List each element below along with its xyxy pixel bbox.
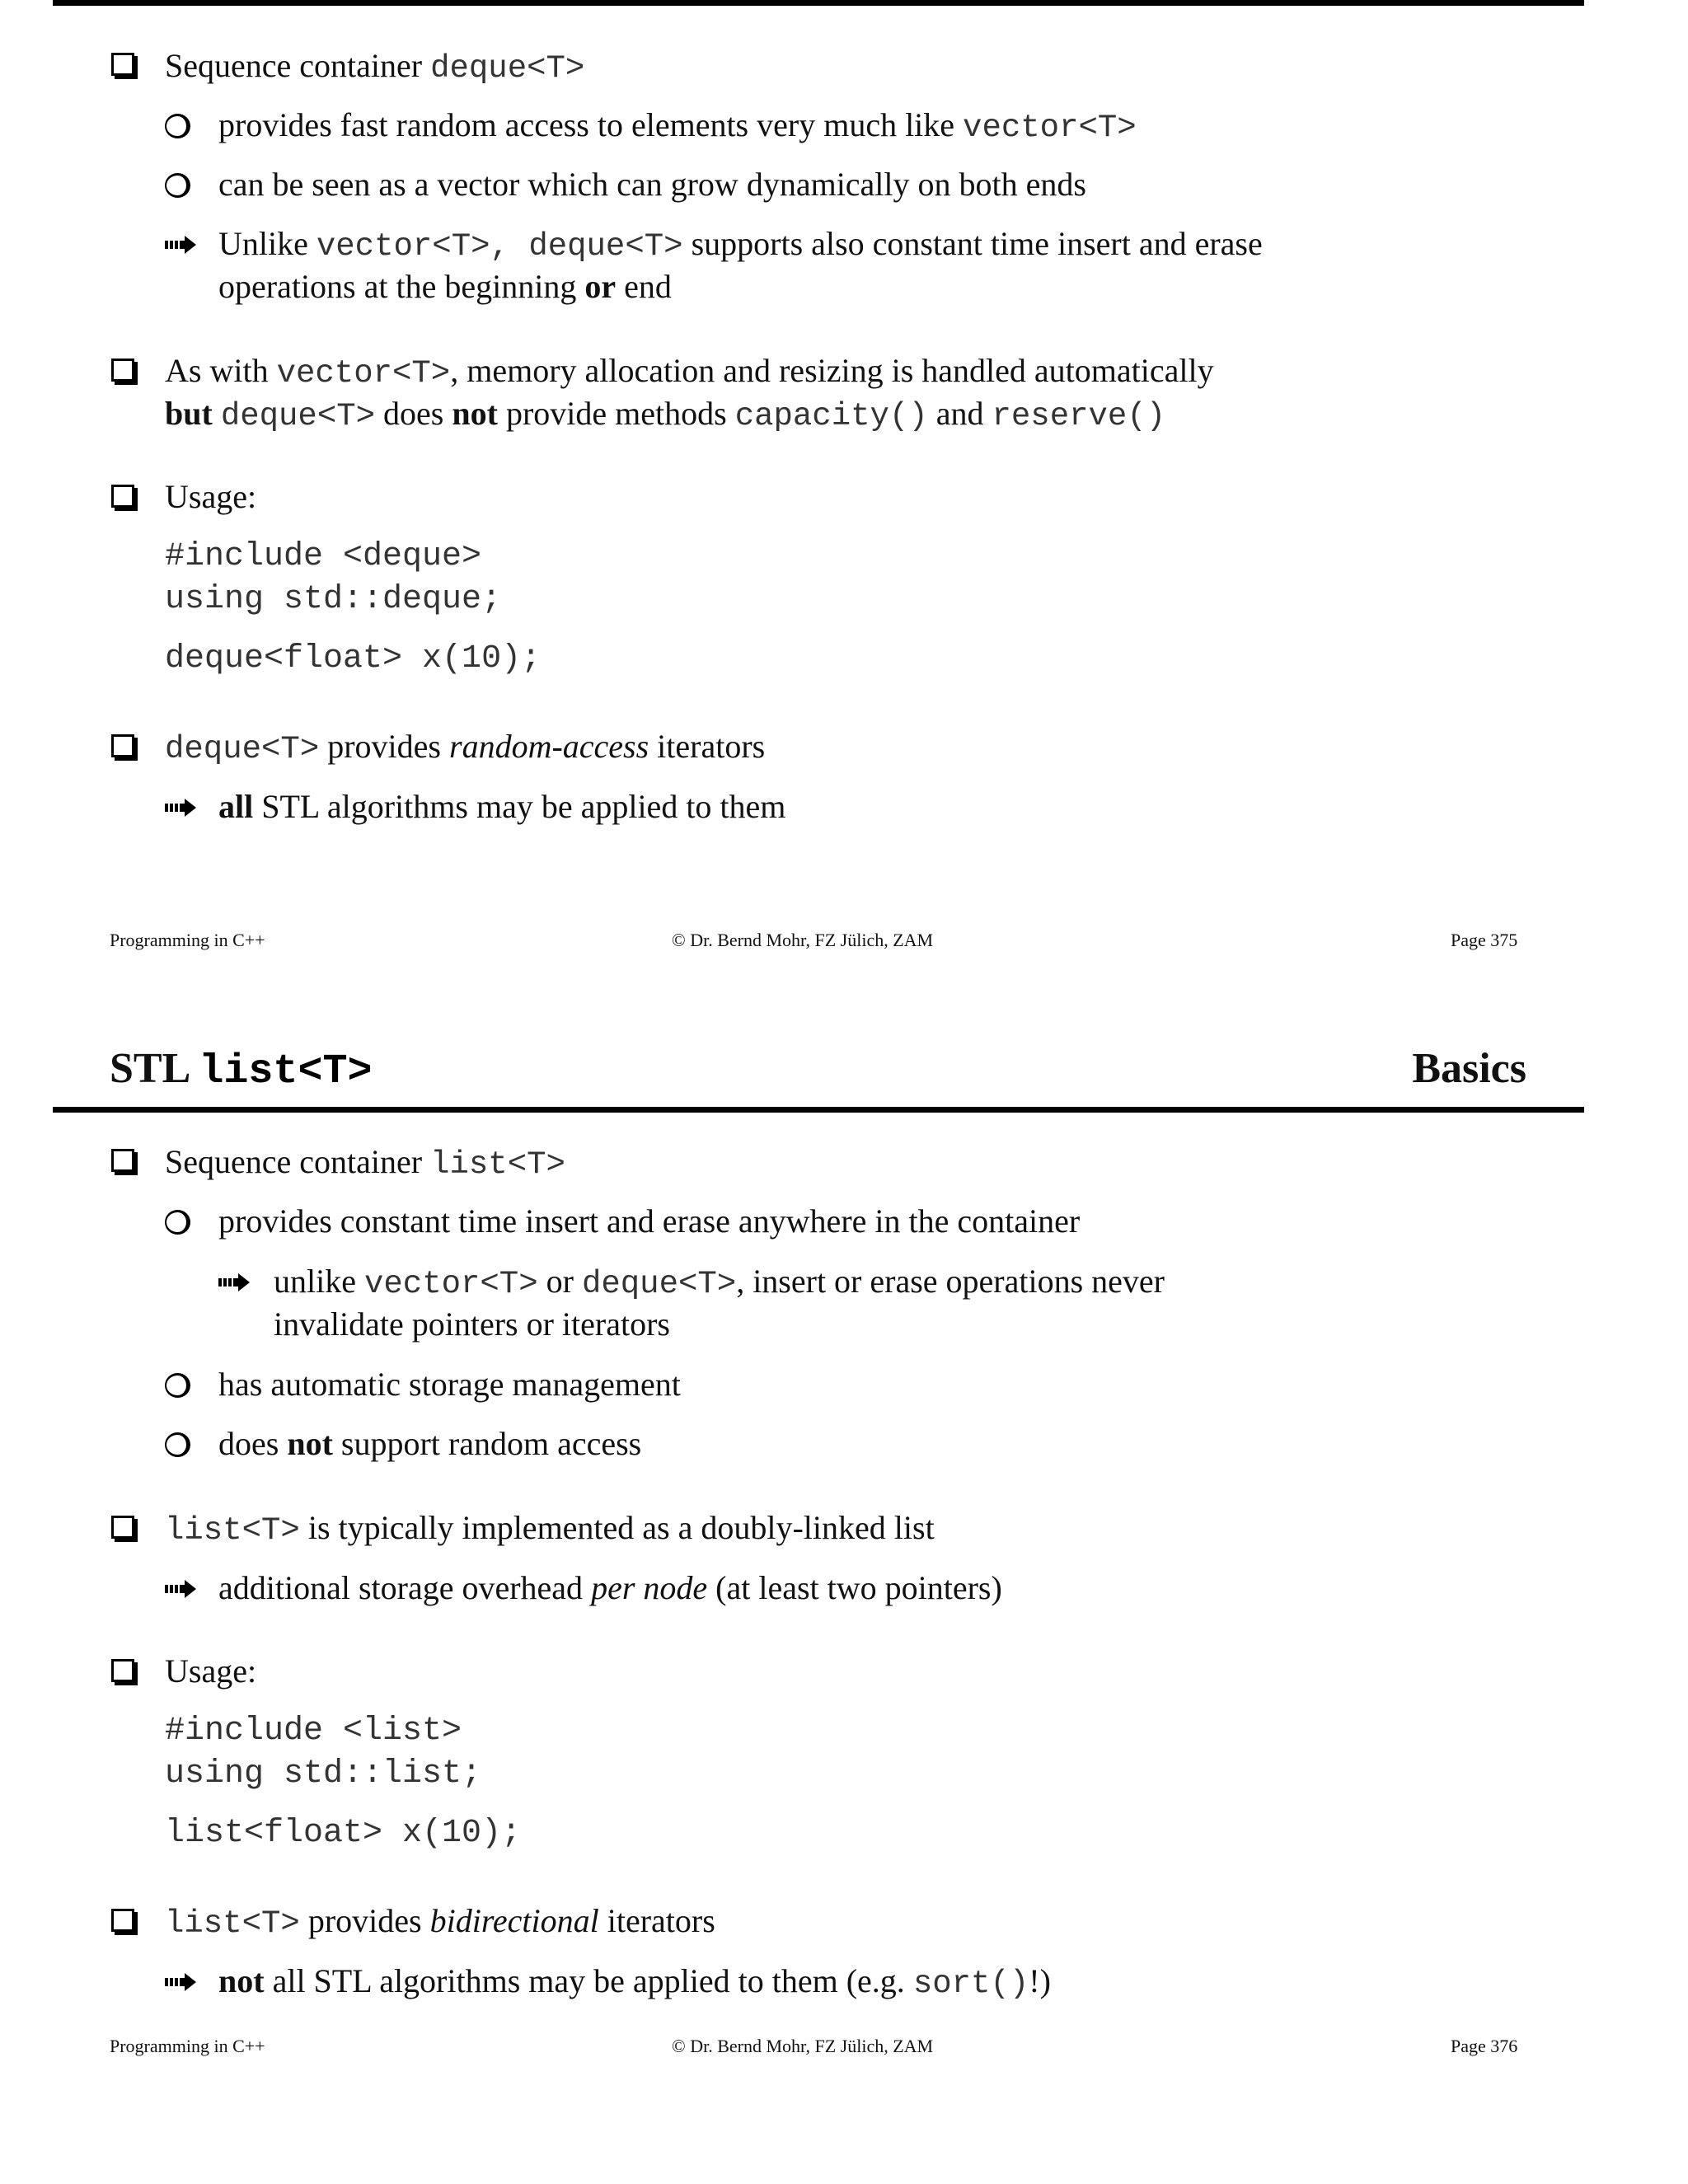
footer-course: Programming in C++: [110, 930, 265, 950]
footer-page-number: Page 376: [1451, 2036, 1518, 2056]
code-line: using std::deque;: [165, 581, 502, 618]
circle-bullet-icon: [165, 173, 190, 198]
checkbox-bullet-icon: [111, 53, 134, 76]
title-rule: [53, 1107, 1584, 1113]
bullet-bidirectional-iterators: list<T> provides bidirectional iterators: [165, 1902, 715, 1942]
bullet-deque-intro: Sequence container deque<T>: [165, 47, 585, 87]
bullet-constant-time: provides constant time insert and erase anywhere in the container: [218, 1202, 1081, 1240]
bullet-doubly-linked: list<T> is typically implemented as a doubly-linked list: [165, 1509, 935, 1549]
arrow-bullet-icon: [165, 1973, 196, 1991]
footer-copyright: © Dr. Bernd Mohr, FZ Jülich, ZAM: [672, 2036, 934, 2056]
bullet-memory-allocation-line2: but deque<T> does not provide methods capacity() and reserve(): [165, 395, 1166, 434]
checkbox-bullet-icon: [111, 1516, 134, 1539]
circle-bullet-icon: [165, 114, 190, 138]
bullet-unlike-vector-line2: operations at the beginning or end: [218, 268, 672, 305]
page-title: STL list<T>: [110, 1045, 373, 1095]
footer-copyright: © Dr. Bernd Mohr, FZ Jülich, ZAM: [672, 930, 934, 950]
arrow-bullet-icon: [165, 799, 196, 817]
bullet-unlike-vector: Unlike vector<T>, deque<T> supports also constant time insert and erase: [218, 225, 1263, 265]
bullet-storage-management: has automatic storage management: [218, 1366, 681, 1403]
arrow-bullet-icon: [165, 236, 196, 254]
arrow-bullet-icon: [218, 1273, 250, 1291]
code-line: deque<float> x(10);: [165, 640, 542, 677]
checkbox-bullet-icon: [111, 734, 134, 757]
checkbox-bullet-icon: [111, 359, 134, 382]
checkbox-bullet-icon: [111, 485, 134, 508]
code-line: list<float> x(10);: [165, 1815, 522, 1852]
bullet-random-access: provides fast random access to elements very much like vector<T>: [218, 106, 1137, 146]
bullet-grow-both-ends: can be seen as a vector which can grow dynamically on both ends: [218, 166, 1086, 203]
bullet-no-random-access: does not support random access: [218, 1425, 642, 1462]
bullet-never-invalidate: unlike vector<T> or deque<T>, insert or erase operations never: [274, 1263, 1165, 1302]
footer-course: Programming in C++: [110, 2036, 265, 2056]
circle-bullet-icon: [165, 1373, 190, 1398]
footer-page-number: Page 375: [1451, 930, 1518, 950]
bullet-all-algorithms: all STL algorithms may be applied to them: [218, 788, 786, 825]
bullet-never-invalidate-line2: invalidate pointers or iterators: [274, 1305, 670, 1343]
top-rule: [53, 0, 1584, 6]
bullet-memory-allocation: As with vector<T>, memory allocation and resizing is handled automatically: [165, 352, 1214, 391]
checkbox-bullet-icon: [111, 1149, 134, 1172]
circle-bullet-icon: [165, 1210, 190, 1235]
code-line: #include <list>: [165, 1713, 462, 1750]
bullet-not-all-algorithms: not all STL algorithms may be applied to them (e.g. sort()!): [218, 1962, 1051, 2002]
code-line: using std::list;: [165, 1755, 482, 1793]
bullet-random-access-iterators: deque<T> provides random-access iterators: [165, 728, 766, 767]
checkbox-bullet-icon: [111, 1909, 134, 1932]
arrow-bullet-icon: [165, 1580, 196, 1598]
checkbox-bullet-icon: [111, 1659, 134, 1682]
section-label: Basics: [1412, 1045, 1526, 1092]
bullet-usage: Usage:: [165, 478, 257, 515]
bullet-usage: Usage:: [165, 1652, 257, 1690]
bullet-storage-overhead: additional storage overhead per node (at least two pointers): [218, 1569, 1002, 1606]
bullet-list-intro: Sequence container list<T>: [165, 1143, 565, 1183]
circle-bullet-icon: [165, 1432, 190, 1457]
code-line: #include <deque>: [165, 538, 482, 575]
